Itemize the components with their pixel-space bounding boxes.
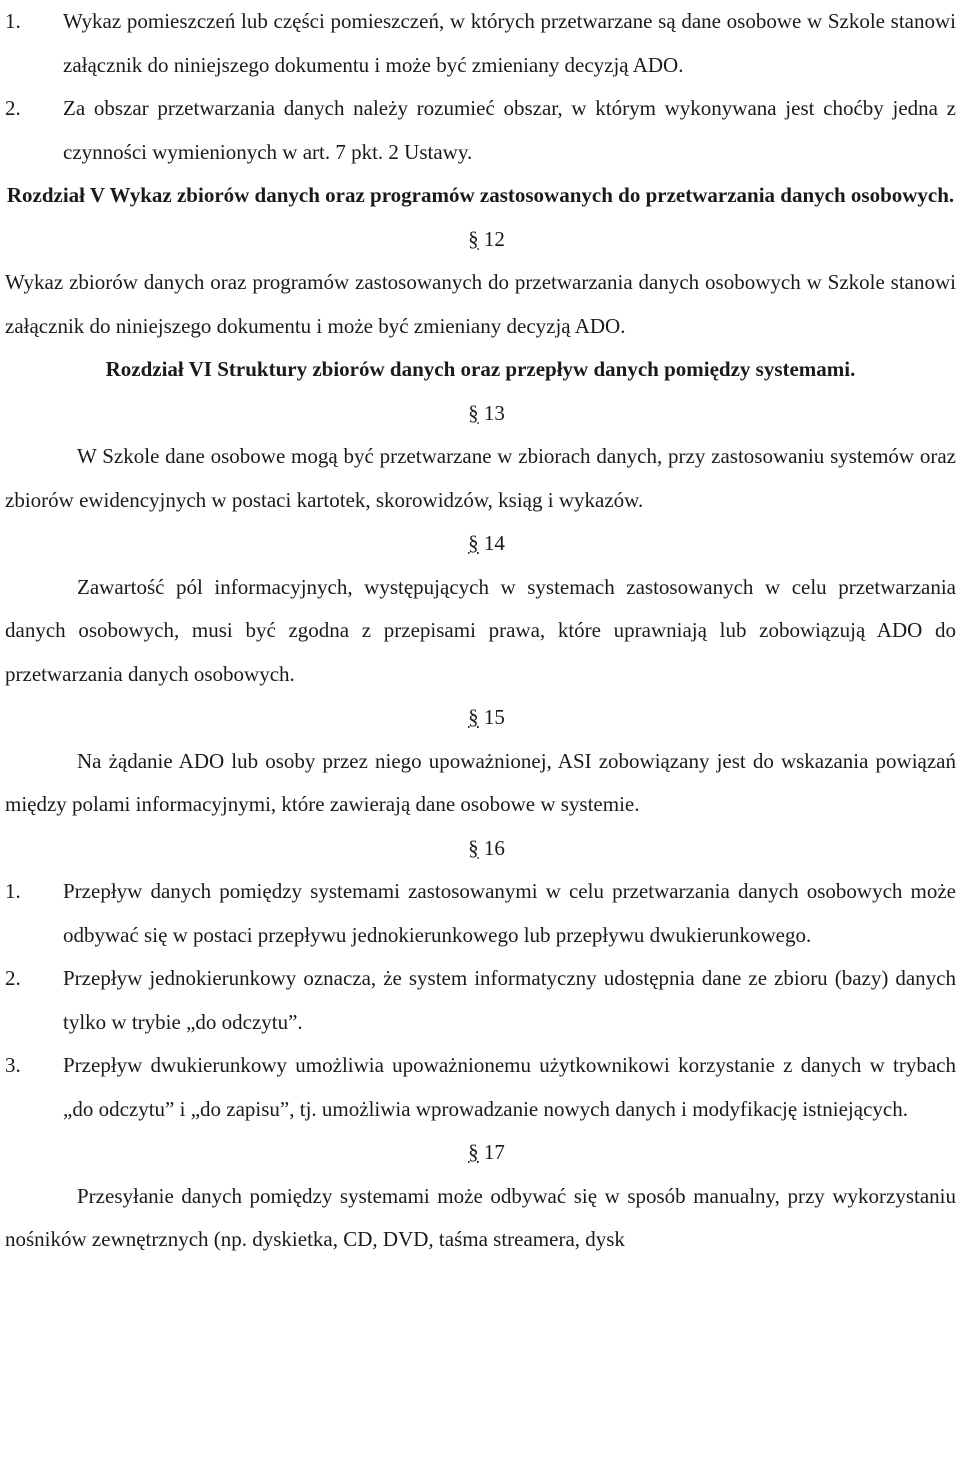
section-text: W Szkole dane osobowe mogą być przetwarzane w zbiorach danych, przy zastosowaniu systemów oraz zbiorów ewidencyjnych w postaci kartotek, skorowidzów, ksiąg i wykazów. [5, 444, 956, 512]
chapter-heading: Rozdział V Wykaz zbiorów danych oraz programów zastosowanych do przetwarzania danych osobowych. [6, 183, 955, 207]
section-text: Zawartość pól informacyjnych, występujących w systemach zastosowanych w celu przetwarzania danych osobowych, musi być zgodna z przepisami prawa, które uprawniają lub zobowiązują ADO do przetwarzania danych osobowych. [5, 574, 956, 686]
list-text: Za obszar przetwarzania danych należy rozumieć obszar, w którym wykonywana jest choćby jedna z czynności wymienionych w art. 7 pkt. 2 Ustawy. [63, 96, 956, 164]
list-item [5, 870, 956, 957]
section-heading [5, 827, 956, 871]
list-number: 2. [5, 966, 21, 990]
chapter-heading: Rozdział VI Struktury zbiorów danych oraz przepływ danych pomiędzy systemami. [105, 357, 856, 381]
section-number: 14 [483, 531, 505, 555]
section-text: Wykaz zbiorów danych oraz programów zastosowanych do przetwarzania danych osobowych w Szkole stanowi załącznik do niniejszego dokumentu i może być zmieniany decyzją ADO. [5, 270, 956, 338]
section-number: 13 [483, 400, 505, 425]
section-heading [5, 696, 956, 740]
section-sign: § [468, 226, 479, 251]
section-sign: § [468, 705, 479, 729]
section-heading [5, 1131, 956, 1175]
section-text: Przesyłanie danych pomiędzy systemami może odbywać się w sposób manualny, przy wykorzystaniu nośników zewnętrznych (np. dyskietka, CD, DVD, taśma streamera, dysk [5, 1183, 956, 1251]
list-text: Przepływ danych pomiędzy systemami zastosowanymi w celu przetwarzania danych osobowych może odbywać się w postaci przepływu jednokierunkowego lub przepływu dwukierunkowego. [63, 879, 956, 947]
section-number: 15 [483, 705, 505, 729]
list-number: 2. [5, 96, 21, 120]
list-number: 1. [5, 9, 21, 33]
list-item [5, 0, 956, 87]
section-heading [5, 522, 956, 566]
list-text: Przepływ dwukierunkowy umożliwia upoważnionemu użytkownikowi korzystanie z danych w trybach „do odczytu” i „do zapisu”, tj. umożliwia wprowadzanie nowych danych i modyfikację istniejących. [63, 1053, 956, 1121]
list-number: 1. [5, 879, 21, 903]
section-sign: § [468, 835, 479, 860]
section-heading [5, 392, 956, 436]
section-sign: § [468, 400, 479, 425]
list-number: 3. [5, 1053, 21, 1077]
section-number: 12 [483, 226, 505, 251]
section-sign: § [468, 531, 479, 555]
section-text: Na żądanie ADO lub osoby przez niego upoważnionej, ASI zobowiązany jest do wskazania powiązań między polami informacyjnymi, które zawierają dane osobowe w systemie. [5, 748, 956, 816]
list-item [5, 1044, 956, 1131]
section-heading [5, 218, 956, 262]
section-sign: § [468, 1140, 479, 1164]
list-text: Wykaz pomieszczeń lub części pomieszczeń, w których przetwarzane są dane osobowe w Szkole stanowi załącznik do niniejszego dokumentu i może być zmieniany decyzją ADO. [63, 9, 956, 77]
list-item [5, 87, 956, 174]
section-number: 16 [483, 835, 505, 860]
list-text: Przepływ jednokierunkowy oznacza, że system informatyczny udostępnia dane ze zbioru (bazy) danych tylko w trybie „do odczytu”. [63, 966, 956, 1034]
list-item [5, 957, 956, 1044]
section-number: 17 [483, 1140, 505, 1164]
